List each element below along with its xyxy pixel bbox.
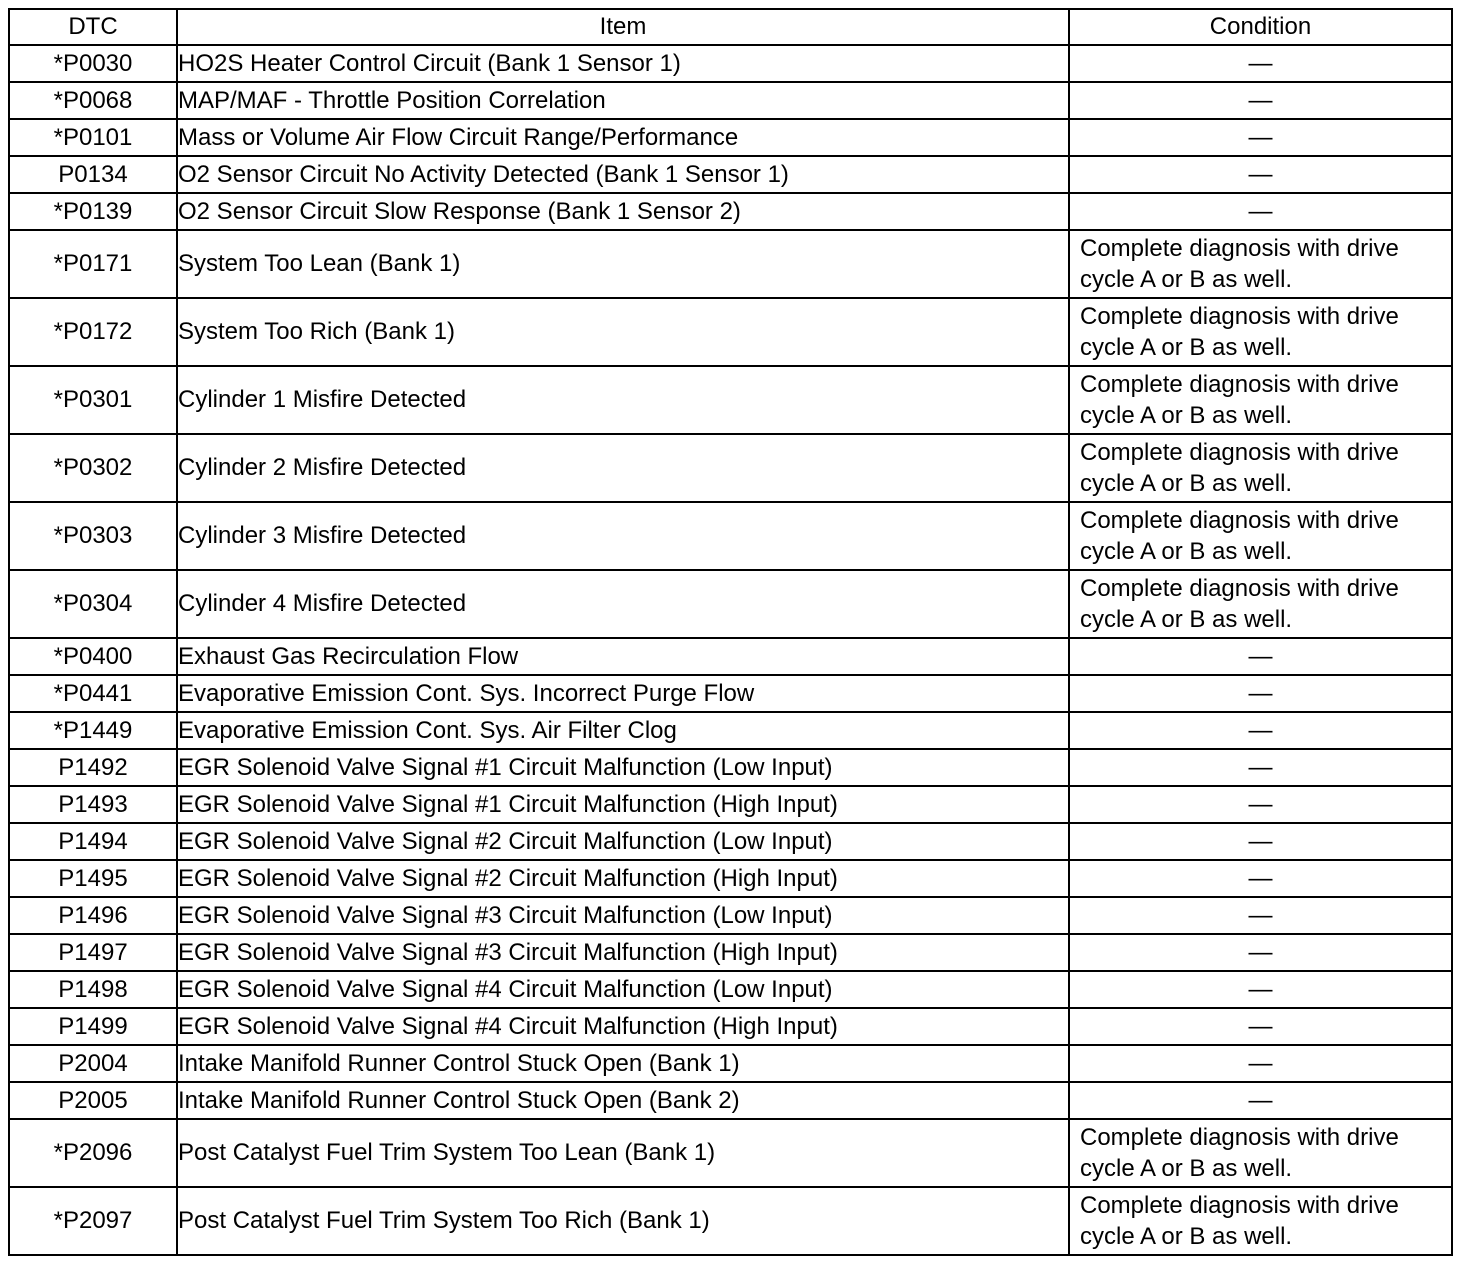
condition-cell: Complete diagnosis with drive cycle A or B as well. [1069, 366, 1452, 434]
item-description-cell: Intake Manifold Runner Control Stuck Open (Bank 2) [177, 1082, 1069, 1119]
table-row [9, 860, 1452, 897]
item-description-cell: Cylinder 2 Misfire Detected [177, 434, 1069, 502]
item-description-cell: O2 Sensor Circuit Slow Response (Bank 1 Sensor 2) [177, 193, 1069, 230]
item-description-cell: O2 Sensor Circuit No Activity Detected (Bank 1 Sensor 1) [177, 156, 1069, 193]
item-description-cell: EGR Solenoid Valve Signal #3 Circuit Malfunction (Low Input) [177, 897, 1069, 934]
condition-cell: — [1069, 45, 1452, 82]
table-header [9, 9, 1452, 45]
dtc-code-cell: P2005 [9, 1082, 177, 1119]
condition-cell: — [1069, 119, 1452, 156]
condition-cell: Complete diagnosis with drive cycle A or B as well. [1069, 230, 1452, 298]
dtc-code-cell: *P0304 [9, 570, 177, 638]
item-description-cell: EGR Solenoid Valve Signal #4 Circuit Malfunction (Low Input) [177, 971, 1069, 1008]
item-description-cell: Post Catalyst Fuel Trim System Too Rich (Bank 1) [177, 1187, 1069, 1255]
item-description-cell: Cylinder 3 Misfire Detected [177, 502, 1069, 570]
dtc-code-cell: P1493 [9, 786, 177, 823]
condition-cell: — [1069, 823, 1452, 860]
condition-cell: — [1069, 82, 1452, 119]
condition-cell: — [1069, 156, 1452, 193]
table-row [9, 298, 1452, 366]
dtc-code-cell: *P2096 [9, 1119, 177, 1187]
dtc-code-cell: P1498 [9, 971, 177, 1008]
table-row [9, 897, 1452, 934]
table-row [9, 1008, 1452, 1045]
item-description-cell: Evaporative Emission Cont. Sys. Air Filter Clog [177, 712, 1069, 749]
condition-cell: — [1069, 675, 1452, 712]
item-description-cell: Intake Manifold Runner Control Stuck Open (Bank 1) [177, 1045, 1069, 1082]
dtc-code-cell: *P1449 [9, 712, 177, 749]
table-row [9, 119, 1452, 156]
table-row [9, 971, 1452, 1008]
condition-cell: Complete diagnosis with drive cycle A or B as well. [1069, 434, 1452, 502]
table-row [9, 156, 1452, 193]
condition-cell: — [1069, 749, 1452, 786]
dtc-code-cell: *P0441 [9, 675, 177, 712]
condition-cell: Complete diagnosis with drive cycle A or B as well. [1069, 1119, 1452, 1187]
dtc-code-cell: *P0301 [9, 366, 177, 434]
condition-cell: — [1069, 193, 1452, 230]
dtc-code-cell: P1497 [9, 934, 177, 971]
item-description-cell: Evaporative Emission Cont. Sys. Incorrect Purge Flow [177, 675, 1069, 712]
item-description-cell: Cylinder 4 Misfire Detected [177, 570, 1069, 638]
dtc-code-cell: P2004 [9, 1045, 177, 1082]
table-row [9, 1045, 1452, 1082]
header-item: Item [177, 9, 1069, 45]
item-description-cell: EGR Solenoid Valve Signal #3 Circuit Malfunction (High Input) [177, 934, 1069, 971]
table-row [9, 366, 1452, 434]
header-condition: Condition [1069, 9, 1452, 45]
dtc-code-cell: P1499 [9, 1008, 177, 1045]
table-row [9, 434, 1452, 502]
dtc-code-cell: *P0400 [9, 638, 177, 675]
item-description-cell: Exhaust Gas Recirculation Flow [177, 638, 1069, 675]
item-description-cell: Post Catalyst Fuel Trim System Too Lean (Bank 1) [177, 1119, 1069, 1187]
table-row [9, 675, 1452, 712]
table-row [9, 934, 1452, 971]
condition-cell: Complete diagnosis with drive cycle A or B as well. [1069, 570, 1452, 638]
condition-cell: — [1069, 1008, 1452, 1045]
condition-cell: — [1069, 1082, 1452, 1119]
table-row [9, 823, 1452, 860]
table-row [9, 749, 1452, 786]
dtc-code-cell: *P2097 [9, 1187, 177, 1255]
condition-cell: — [1069, 786, 1452, 823]
dtc-code-cell: P1496 [9, 897, 177, 934]
table-row [9, 502, 1452, 570]
item-description-cell: EGR Solenoid Valve Signal #2 Circuit Malfunction (Low Input) [177, 823, 1069, 860]
dtc-code-cell: *P0303 [9, 502, 177, 570]
dtc-code-cell: *P0068 [9, 82, 177, 119]
item-description-cell: MAP/MAF - Throttle Position Correlation [177, 82, 1069, 119]
condition-cell: — [1069, 971, 1452, 1008]
dtc-code-cell: P1494 [9, 823, 177, 860]
table-body [9, 45, 1452, 1255]
dtc-code-cell: P0134 [9, 156, 177, 193]
condition-cell: — [1069, 638, 1452, 675]
item-description-cell: System Too Rich (Bank 1) [177, 298, 1069, 366]
item-description-cell: EGR Solenoid Valve Signal #1 Circuit Malfunction (Low Input) [177, 749, 1069, 786]
item-description-cell: EGR Solenoid Valve Signal #2 Circuit Malfunction (High Input) [177, 860, 1069, 897]
condition-cell: — [1069, 934, 1452, 971]
table-row [9, 570, 1452, 638]
table-row [9, 712, 1452, 749]
item-description-cell: System Too Lean (Bank 1) [177, 230, 1069, 298]
item-description-cell: HO2S Heater Control Circuit (Bank 1 Sensor 1) [177, 45, 1069, 82]
condition-cell: Complete diagnosis with drive cycle A or B as well. [1069, 502, 1452, 570]
dtc-code-cell: *P0030 [9, 45, 177, 82]
condition-cell: — [1069, 860, 1452, 897]
header-dtc: DTC [9, 9, 177, 45]
condition-cell: Complete diagnosis with drive cycle A or B as well. [1069, 1187, 1452, 1255]
table-row [9, 45, 1452, 82]
condition-cell: — [1069, 897, 1452, 934]
item-description-cell: Mass or Volume Air Flow Circuit Range/Performance [177, 119, 1069, 156]
condition-cell: — [1069, 712, 1452, 749]
table-row [9, 786, 1452, 823]
dtc-code-cell: *P0171 [9, 230, 177, 298]
table-row [9, 1082, 1452, 1119]
item-description-cell: EGR Solenoid Valve Signal #1 Circuit Malfunction (High Input) [177, 786, 1069, 823]
dtc-code-cell: *P0139 [9, 193, 177, 230]
condition-cell: — [1069, 1045, 1452, 1082]
header-row [9, 9, 1452, 45]
table-row [9, 82, 1452, 119]
dtc-code-cell: *P0101 [9, 119, 177, 156]
dtc-code-cell: P1492 [9, 749, 177, 786]
table-row [9, 230, 1452, 298]
dtc-table [8, 8, 1453, 1256]
condition-cell: Complete diagnosis with drive cycle A or B as well. [1069, 298, 1452, 366]
item-description-cell: Cylinder 1 Misfire Detected [177, 366, 1069, 434]
dtc-code-cell: *P0172 [9, 298, 177, 366]
item-description-cell: EGR Solenoid Valve Signal #4 Circuit Malfunction (High Input) [177, 1008, 1069, 1045]
dtc-code-cell: *P0302 [9, 434, 177, 502]
table-row [9, 193, 1452, 230]
dtc-code-cell: P1495 [9, 860, 177, 897]
table-row [9, 638, 1452, 675]
table-row [9, 1119, 1452, 1187]
table-row [9, 1187, 1452, 1255]
